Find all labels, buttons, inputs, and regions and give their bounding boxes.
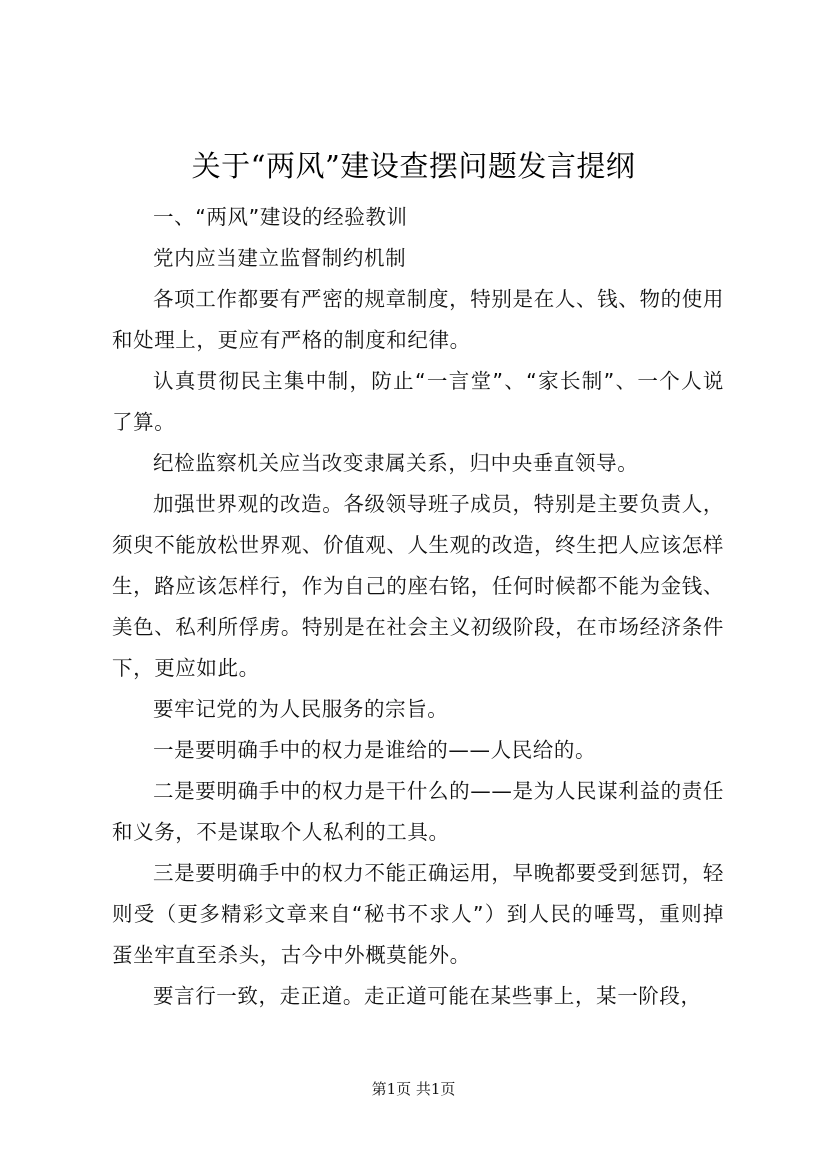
- paragraph: 二是要明确手中的权力是干什么的——是为人民谋利益的责任和义务，不是谋取个人私利的工具。: [112, 779, 724, 844]
- paragraph: 加强世界观的改造。各级领导班子成员，特别是主要负责人，须臾不能放松世界观、价值观、人生观的改造，终生把人应该怎样生，路应该怎样行，作为自己的座右铭，任何时候都不能为金钱、美色、私利所俘虏。特别是在社会主义初级阶段，在市场经济条件下，更应如此。: [112, 492, 724, 680]
- page-footer: 第1页 共1页: [371, 1080, 456, 1098]
- paragraph: 要牢记党的为人民服务的宗旨。: [153, 697, 449, 721]
- paragraph-heading-1: 一、“两风”建设的经验教训: [153, 205, 408, 229]
- paragraph: 三是要明确手中的权力不能正确运用，早晚都要受到惩罚，轻则受（更多精彩文章来自“秘书不求人”）到人民的唾骂，重则掉蛋坐牢直至杀头，古今中外概莫能外。: [112, 861, 724, 967]
- paragraph: 要言行一致，走正道。走正道可能在某些事上，某一阶段，: [153, 984, 702, 1008]
- document-body: [112, 197, 724, 1017]
- paragraph-subheading-1: 党内应当建立监督制约机制: [153, 246, 407, 270]
- document-title: 关于“两风”建设查摆问题发言提纲: [191, 149, 636, 183]
- paragraph: 纪检监察机关应当改变隶属关系，归中央垂直领导。: [153, 451, 639, 475]
- paragraph: 认真贯彻民主集中制，防止“一言堂”、“家长制”、一个人说了算。: [112, 369, 724, 434]
- paragraph: 一是要明确手中的权力是谁给的——人民给的。: [153, 738, 597, 762]
- paragraph: 各项工作都要有严密的规章制度，特别是在人、钱、物的使用和处理上，更应有严格的制度和纪律。: [112, 287, 724, 352]
